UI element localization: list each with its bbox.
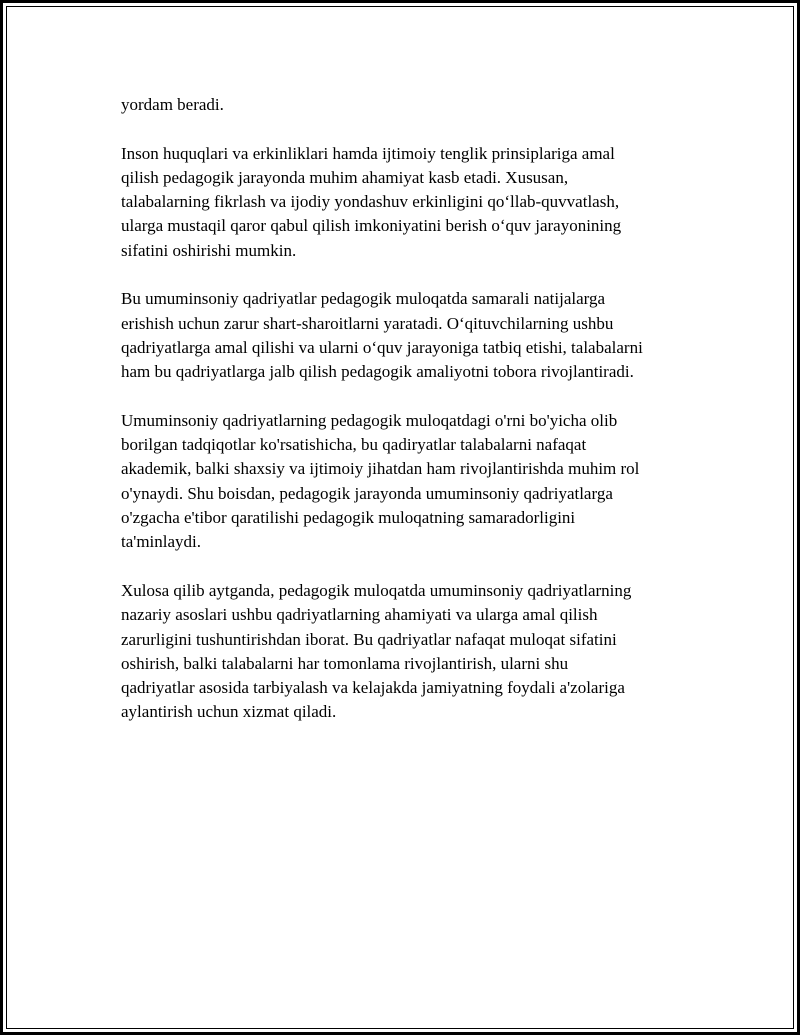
- paragraph-universal-values: Bu umuminsoniy qadriyatlar pedagogik muloqatda samarali natijalarga erishish uchun zarur shart-sharoitlarni yaratadi. O‘qituvchilarning ushbu qadriyatlarga amal qilishi va ularni o‘quv jarayoniga tatbiq etishi, talabalarni ham bu qadriyatlarga jalb qilish pedagogik amaliyotni tobora rivojlantiradi.: [121, 289, 643, 382]
- paragraph-continuation: yordam beradi.: [121, 95, 224, 114]
- paragraph-conclusion: Xulosa qilib aytganda, pedagogik muloqatda umuminsoniy qadriyatlarning nazariy asoslari ushbu qadriyatlarning ahamiyati va ularga amal qilish zarurligini tushuntirishdan iborat. Bu qadriyatlar nafaqat muloqat sifatini oshirish, balki talabalarni har tomonlama rivojlantirish, ularni shu qadriyatlar asosida tarbiyalash va kelajakda jamiyatning foydali a'zolariga aylantirish uchun xizmat qiladi.: [121, 580, 632, 722]
- document-body: [121, 93, 701, 749]
- paragraph-research-findings: Umuminsoniy qadriyatlarning pedagogik muloqatdagi o'rni bo'yicha olib borilgan tadqiqotlar ko'rsatishicha, bu qadiryatlar talabalarni nafaqat akademik, balki shaxsiy va ijtimoiy jihatdan ham rivojlantirishda muhim rol o'ynaydi. Shu boisdan, pedagogik jarayonda umuminsoniy qadriyatlarga o'zgacha e'tibor qaratilishi pedagogik muloqatning samaradorligini ta'minlaydi.: [121, 410, 640, 552]
- paragraph-human-rights: Inson huquqlari va erkinliklari hamda ijtimoiy tenglik prinsiplariga amal qilish pedagogik jarayonda muhim ahamiyat kasb etadi. Xususan, talabalarning fikrlash va ijodiy yondashuv erkinligini qo‘llab-quvvatlash, ularga mustaqil qaror qabul qilish imkoniyatini berish o‘quv jarayonining sifatini oshirishi mumkin.: [121, 143, 622, 260]
